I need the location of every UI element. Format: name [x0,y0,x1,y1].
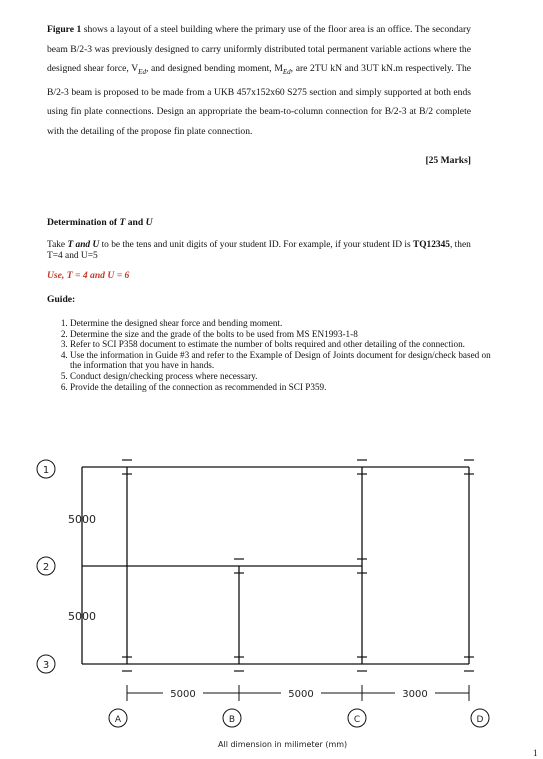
svg-text:D: D [476,715,484,725]
guide-item: 2. Determine the size and the grade of the bolts to be used from MS EN1993-1-8 [70,329,495,340]
problem-statement: Figure 1 shows a layout of a steel building where the primary use of the floor area is an office. The secondary beam B/2-3 was previously designed to carry uniformly distributed total permanent variable actions where the designed shear force, $V_{Ed}$, and designed bending moment, $M_{Ed}$, are 2TU kN and 3UT kN.m respectively. The B/2-3 beam is proposed to be made from a UKB 457x152x60 S275 section and simply supported at both ends using fin plate connections. Design an appropriate the beam-to-column connection for B/2-3 at B/2 complete with the detailing of the propose fin plate connection. [47,24,472,137]
guide-item: 6. Provide the detailing of the connection as recommended in SCI P359. [70,382,495,393]
page-mark: 1 [533,748,538,758]
guide-item: 5. Conduct design/checking process where necessary. [70,371,495,382]
vertical-dim-2: 5000 [68,610,96,623]
col-label-a [109,709,127,727]
guide-item: 3. Refer to SCI P358 document to estimate the number of bolts required and other detailing of the connection. [70,339,495,350]
guide-item: 4. Use the information in Guide #3 and refer to the Example of Design of Joints document for design/check based on the information that you have in hands. [70,350,495,371]
section-heading: Determination of T and U [47,217,153,228]
svg-text:B: B [228,715,236,725]
vertical-dim-1: 5000 [68,513,96,526]
guide-list [47,318,495,392]
col-label-d [471,709,489,727]
col-label-c [348,709,366,727]
svg-text:3: 3 [42,660,50,671]
figure-reference: Figure 1 [47,24,82,35]
horizontal-dim-2: 5000 [288,689,314,700]
svg-text:A: A [114,715,122,725]
svg-text:2: 2 [42,562,50,573]
floor-layout-drawing [0,440,543,759]
svg-text:1: 1 [42,465,50,476]
take-instruction: Take T and U to be the tens and unit digits of your student ID. For example, if your student ID is TQ12345, then T=4 and U=5 [47,240,471,262]
guide-heading: Guide: [47,294,76,305]
use-values: Use, T = 4 and U = 6 [47,270,130,281]
dimension-note: All dimension in milimeter (mm) [218,740,348,749]
horizontal-dim-3: 3000 [402,689,428,700]
col-label-b [223,709,241,727]
svg-text:C: C [353,715,361,725]
row-label-2 [37,557,55,575]
marks-label: [25 Marks] [425,155,471,166]
guide-item: 1. Determine the designed shear force and bending moment. [70,318,495,329]
row-label-3 [37,655,55,673]
row-label-1 [37,460,55,478]
horizontal-dim-1: 5000 [170,689,196,700]
